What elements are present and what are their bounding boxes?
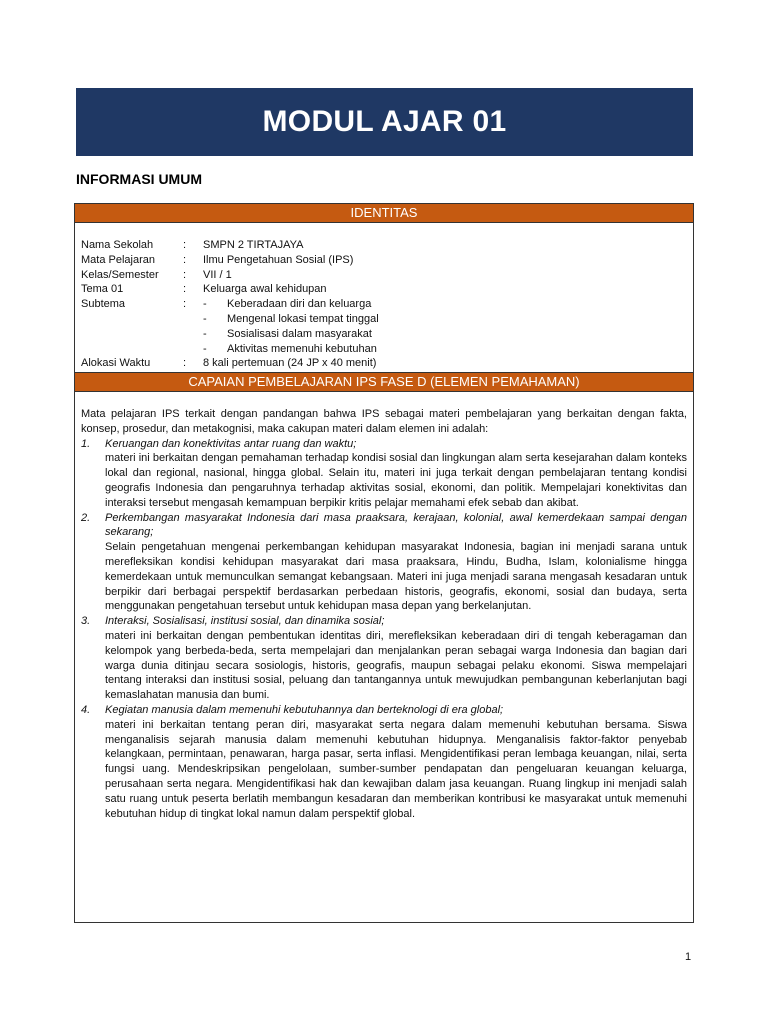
row-label: Mata Pelajaran (81, 253, 155, 266)
subtema-item (203, 327, 379, 342)
item-number: 3. (81, 615, 91, 628)
capaian-item (81, 703, 687, 821)
capaian-item (81, 511, 687, 615)
capaian-intro: Mata pelajaran IPS terkait dengan pandangan bahwa IPS sebagai materi pembelajaran yang berkaitan dengan fakta, konsep, prosedur, dan metakognisi, maka cakupan materi dalam elemen ini adalah: (81, 408, 687, 435)
subtema-text: Aktivitas memenuhi kebutuhan (227, 342, 377, 355)
item-number: 4. (81, 703, 91, 716)
dash-bullet: - (203, 342, 207, 355)
alokasi-value: 8 kali pertemuan (24 JP x 40 menit) (203, 357, 377, 370)
item-description: materi ini berkaitan tentang peran diri, masyarakat serta negara dalam memenuhi kebutuhan bersama. Siswa menganalisis sejarah manusia dalam memenuhi kebutuhan hidupnya. Menganalisis faktor-faktor penyebab kelangkaan, permintaan, penawaran, harga pasar, serta inflasi. Mengidentifikasi peran lembaga keuangan, nilai, serta fungsi uang. Mendeskripsikan pengelolaan, sumber-sumber pendapatan dan pengeluaran keuangan keluarga, perusahaan serta negara. Mengidentifikasi hak dan kewajiban dalam jasa keuangan. Ruang lingkup ini menjadi salah satu ruang untuk peserta berlatih membangun kesadaran dan memberikan kontribusi ke masyarakat untuk memenuhi kebutuhan hidup di tingkat lokal namun dalam perspektif global. (105, 718, 687, 820)
identitas-body (75, 223, 693, 372)
subtema-row (81, 297, 693, 356)
identitas-header: IDENTITAS (75, 204, 693, 223)
row-colon: : (183, 283, 187, 296)
identity-row (81, 282, 693, 297)
module-table (74, 203, 694, 923)
row-colon: : (183, 357, 187, 370)
item-description: materi ini berkaitan dengan pemahaman terhadap kondisi sosial dan lingkungan alam serta kesejarahan dalam konteks lokal dan regional, nasional, hingga global. Selain itu, materi ini juga terkait dengan pembelajaran tentang kondisi geografis Indonesia dan pengaruhnya terhadap aktivitas sosial, ekonomi, dan politik. Mempelajari konektivitas dan interaksi tersebut mengasah kemampuan berpikir kritis pelajar memahami efek sebab dan akibat. (105, 452, 687, 509)
capaian-item (81, 614, 687, 703)
dash-bullet: - (203, 327, 207, 340)
capaian-item (81, 437, 687, 511)
subtema-label: Subtema (81, 298, 126, 311)
capaian-list (81, 437, 687, 822)
row-label: Nama Sekolah (81, 239, 154, 251)
identity-row (81, 253, 693, 268)
title-banner (76, 88, 693, 156)
row-label: Tema 01 (81, 283, 124, 296)
dash-bullet: - (203, 312, 207, 325)
alokasi-row (81, 356, 693, 371)
item-description: materi ini berkaitan dengan pembentukan identitas diri, merefleksikan keberadaan diri di tengah keberagaman dan kelompok yang berbeda-beda, serta mempelajari dan menjalankan peran sebagai warga Indonesia dan bagian dari warga dunia ditinjau secara sosiologis, historis, geografis, maupun sebagai pelaku ekonomi. Siswa mempelajari tentang interaksi dan institusi sosial, peluang dan tantangannya untuk mewujudkan pembangunan keberlanjutan bagi kemaslahatan manusia dan bumi. (105, 629, 687, 702)
row-colon: : (183, 298, 187, 311)
row-value: VII / 1 (203, 268, 232, 281)
identity-row (81, 268, 693, 283)
capaian-header: CAPAIAN PEMBELAJARAN IPS FASE D (ELEMEN PEMAHAMAN) (75, 372, 693, 392)
identity-row (81, 238, 693, 253)
row-value: Ilmu Pengetahuan Sosial (IPS) (203, 253, 354, 266)
subtema-item (203, 297, 379, 312)
row-value: SMPN 2 TIRTAJAYA (203, 239, 304, 251)
subtema-text: Mengenal lokasi tempat tinggal (227, 312, 379, 325)
item-title: Keruangan dan konektivitas antar ruang dan waktu; (105, 437, 357, 450)
subtema-item (203, 342, 379, 357)
item-title: Kegiatan manusia dalam memenuhi kebutuhannya dan berteknologi di era global; (105, 703, 504, 716)
dash-bullet: - (203, 298, 207, 311)
section-heading: INFORMASI UMUM (76, 171, 202, 187)
item-title: Perkembangan masyarakat Indonesia dari masa praaksara, kerajaan, kolonial, awal kemerdekaan sampai dengan sekarang; (105, 511, 687, 539)
row-colon: : (183, 239, 187, 251)
row-label: Kelas/Semester (81, 268, 159, 281)
subtema-text: Keberadaan diri dan keluarga (227, 298, 372, 311)
subtema-list (203, 297, 379, 356)
row-value: Keluarga awal kehidupan (203, 283, 327, 296)
page-number: 1 (685, 951, 692, 963)
row-colon: : (183, 253, 187, 266)
item-title: Interaksi, Sosialisasi, institusi sosial, dan dinamika sosial; (105, 615, 385, 628)
item-description: Selain pengetahuan mengenai perkembangan kehidupan masyarakat Indonesia, bagian ini menjadi sarana untuk merefleksikan kondisi kehidupan masyarakat dari masa praaksara, Hindu, Budha, Islam, kolonialisme hingga kemerdekaan untuk memunculkan semangat kebangsaan. Materi ini juga menjadi sarana mengasah kesadaran untuk berpikir dari berbagai perspektif berdasarkan perbedaan historis, geografis, ekonomi, sosial dan budaya, serta menggunakan pengetahuan tersebut untuk kehidupan masa depan yang berkelanjutan. (105, 541, 687, 613)
alokasi-label: Alokasi Waktu (81, 357, 151, 370)
row-colon: : (183, 268, 187, 281)
subtema-text: Sosialisasi dalam masyarakat (227, 327, 372, 340)
subtema-item (203, 312, 379, 327)
item-number: 1. (81, 437, 91, 450)
capaian-body (75, 392, 693, 821)
document-title: MODUL AJAR 01 (262, 105, 507, 138)
item-number: 2. (81, 511, 91, 524)
